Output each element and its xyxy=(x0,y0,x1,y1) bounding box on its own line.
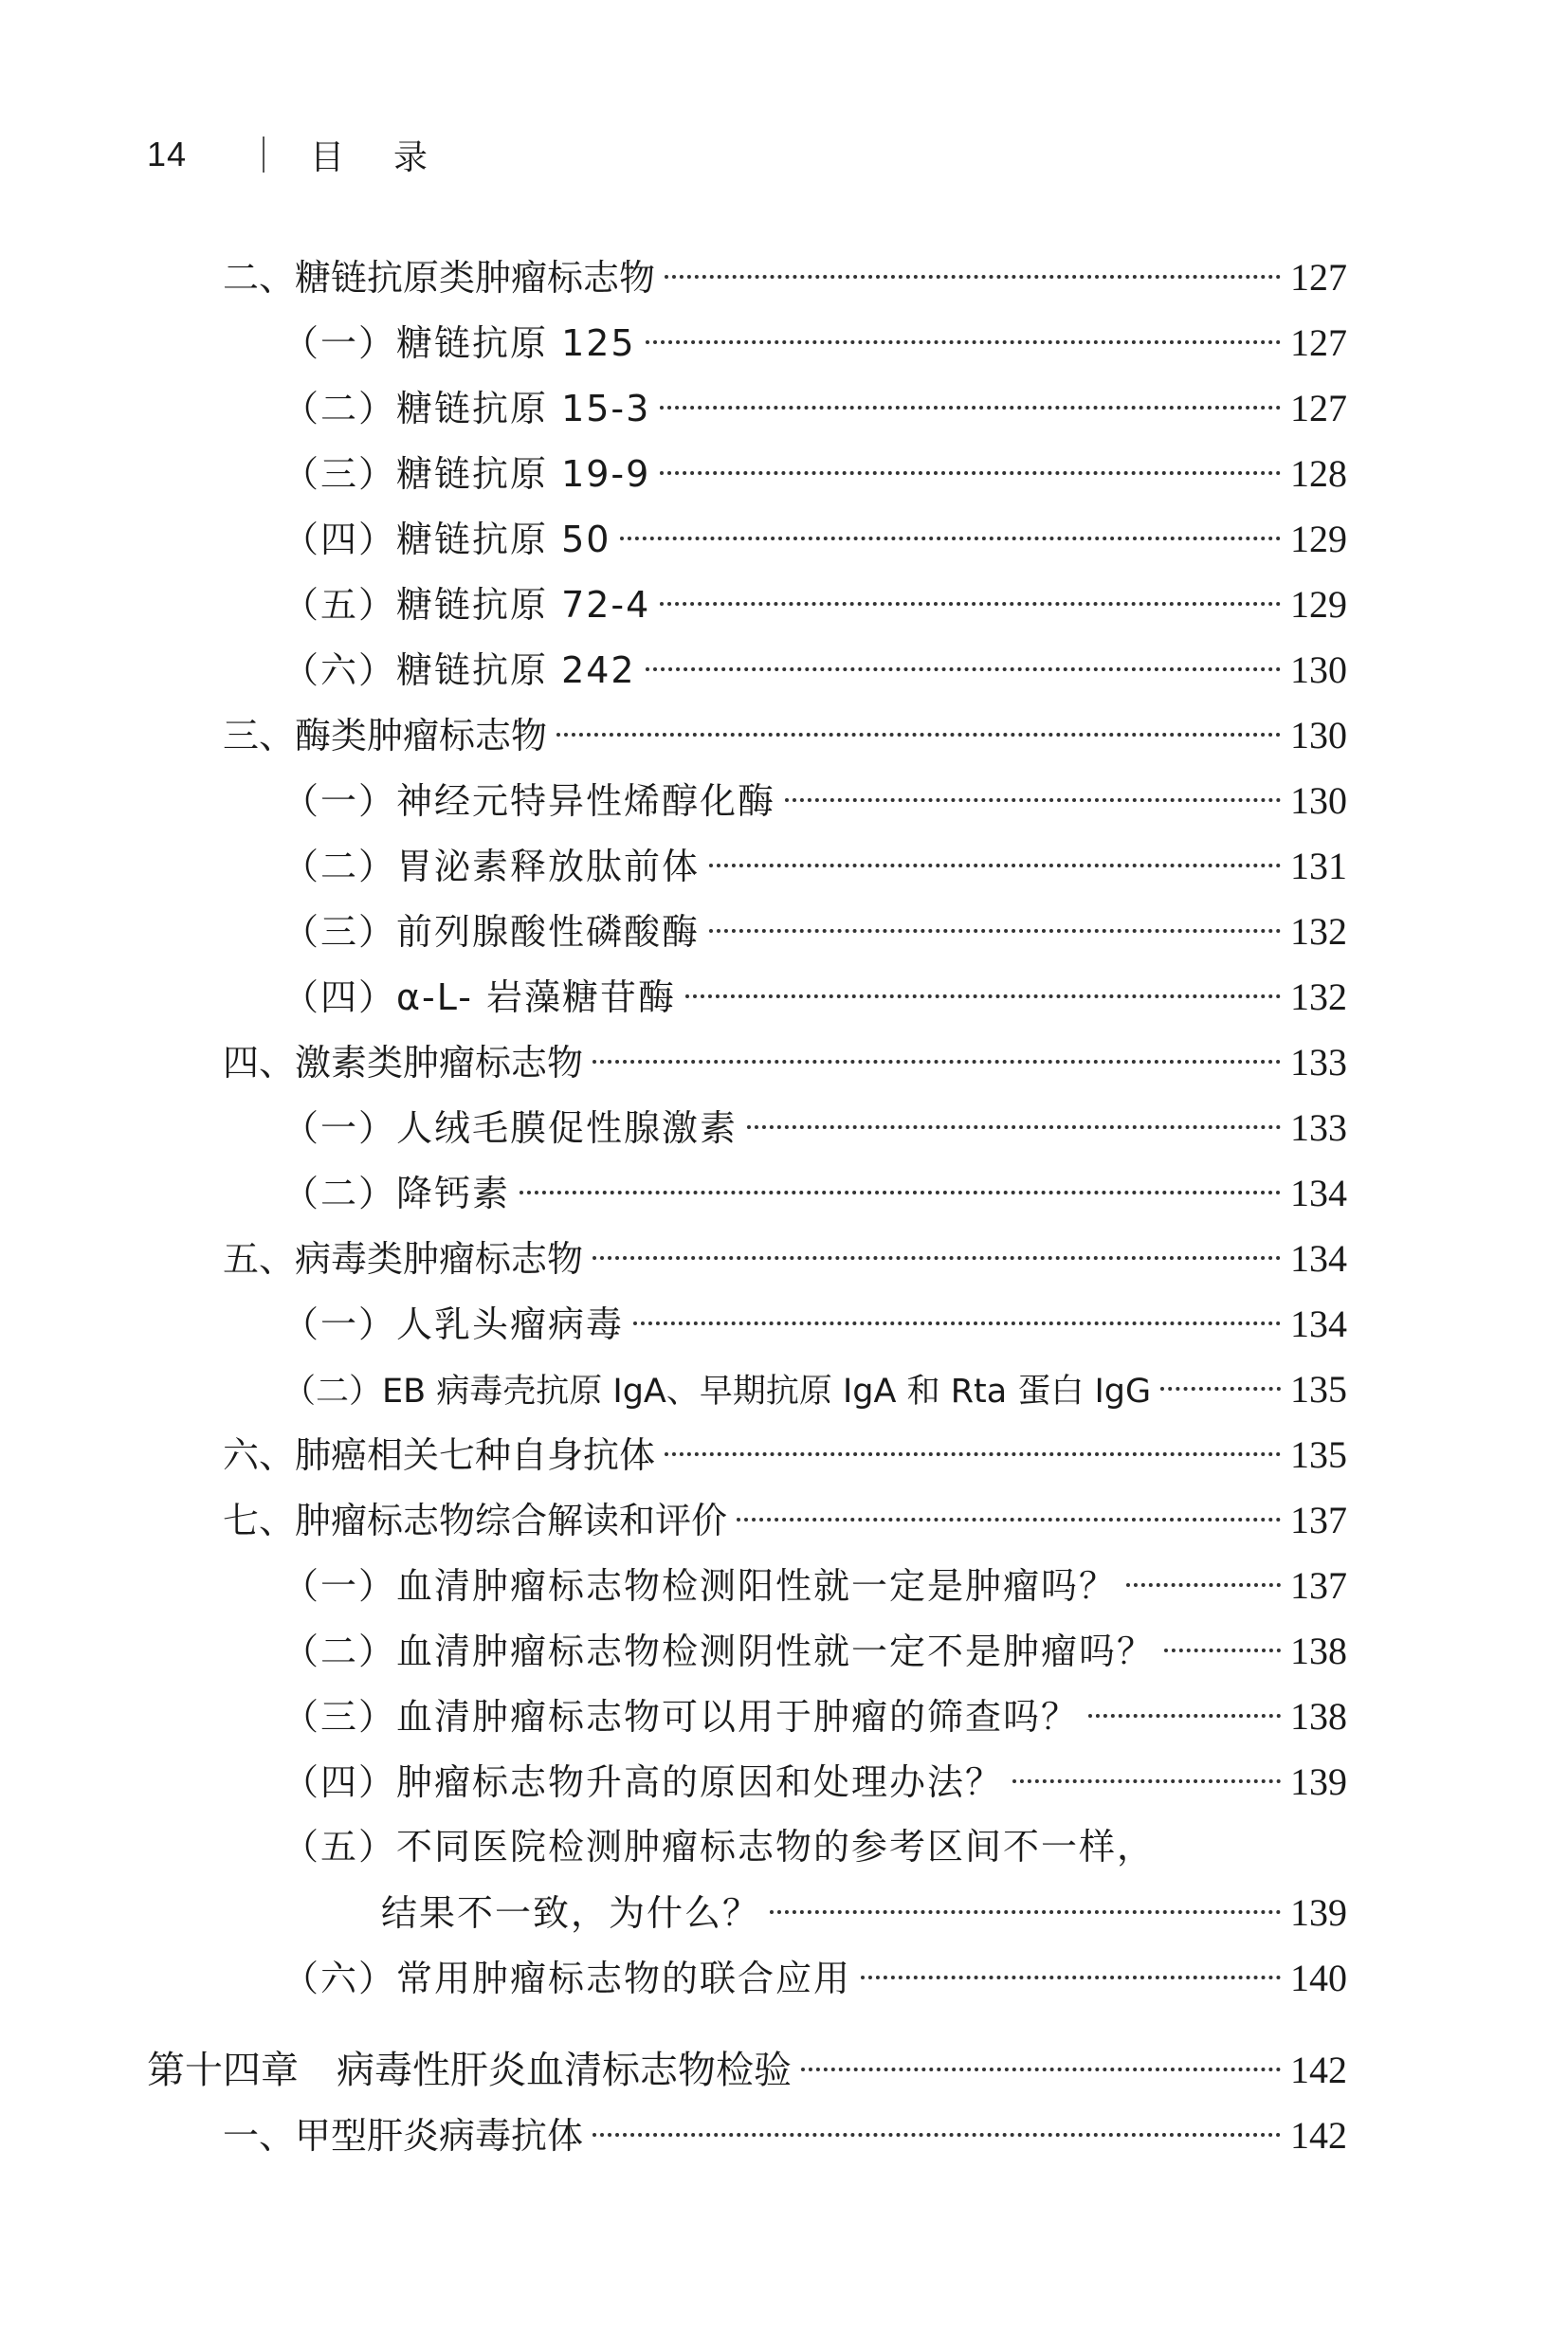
dot-leader xyxy=(747,1125,1281,1129)
toc-entry-title: （四）肿瘤标志物升高的原因和处理办法？ xyxy=(283,1761,1004,1803)
dot-leader xyxy=(593,1256,1281,1260)
header-divider xyxy=(263,137,264,173)
toc-subsection[interactable] xyxy=(0,310,1347,375)
toc-entry-title: 二、糖链抗原类肿瘤标志物 xyxy=(223,257,656,299)
toc-entry-title: 七、肿瘤标志物综合解读和评价 xyxy=(223,1500,728,1541)
toc-subsection[interactable] xyxy=(0,1095,1347,1160)
toc-subsection[interactable] xyxy=(0,1684,1347,1749)
toc-page-number: 134 xyxy=(1290,1172,1347,1214)
dot-leader xyxy=(665,1452,1281,1456)
toc-section[interactable] xyxy=(0,702,1347,768)
toc-subsection[interactable] xyxy=(0,1357,1347,1422)
toc-page-number: 142 xyxy=(1290,2049,1347,2091)
toc-subsection[interactable] xyxy=(0,441,1347,506)
dot-leader xyxy=(593,2133,1281,2137)
toc-entry-title: （二）EB 病毒壳抗原 IgA、早期抗原 IgA 和 Rta 蛋白 IgG xyxy=(283,1373,1152,1411)
dot-leader xyxy=(737,1518,1281,1522)
toc-page-number: 129 xyxy=(1290,518,1347,560)
page-number: 14 xyxy=(147,135,188,173)
toc-entry-title: 四、激素类肿瘤标志物 xyxy=(223,1042,584,1084)
toc-page-number: 135 xyxy=(1290,1368,1347,1411)
dot-leader xyxy=(633,1321,1281,1325)
toc-section[interactable] xyxy=(0,1226,1347,1291)
toc-entry-title: 三、酶类肿瘤标志物 xyxy=(223,715,548,756)
toc-page-number: 138 xyxy=(1290,1695,1347,1738)
toc-entry-title: （六）常用肿瘤标志物的联合应用 xyxy=(283,1958,852,1999)
toc-page-number: 130 xyxy=(1290,779,1347,822)
toc-subsection[interactable] xyxy=(0,768,1347,833)
toc-subsection[interactable] xyxy=(0,1291,1347,1357)
toc-entry-title: （四）α-L- 岩藻糖苷酶 xyxy=(283,976,677,1018)
toc-page-number: 139 xyxy=(1290,1760,1347,1803)
toc-page-number: 133 xyxy=(1290,1106,1347,1149)
toc-subsection[interactable] xyxy=(0,572,1347,637)
dot-leader xyxy=(1012,1779,1281,1783)
dot-leader xyxy=(593,1060,1281,1064)
toc-entry-title: 五、病毒类肿瘤标志物 xyxy=(223,1238,584,1280)
toc-page-number: 132 xyxy=(1290,910,1347,953)
toc-page-number: 137 xyxy=(1290,1499,1347,1541)
toc-page-number: 138 xyxy=(1290,1630,1347,1672)
dot-leader xyxy=(801,2068,1281,2071)
toc-subsection[interactable] xyxy=(0,506,1347,572)
toc-page-number: 127 xyxy=(1290,256,1347,299)
toc-section[interactable] xyxy=(0,245,1347,310)
toc-section[interactable] xyxy=(0,1487,1347,1553)
toc-entry-title: （一）血清肿瘤标志物检测阳性就一定是肿瘤吗？ xyxy=(283,1565,1118,1607)
toc-entry-title: （一）神经元特异性烯醇化酶 xyxy=(283,780,776,822)
toc-entry-title: （一）糖链抗原 125 xyxy=(283,322,636,364)
toc-subsection[interactable] xyxy=(0,1814,1347,1880)
toc-entry-title: （四）糖链抗原 50 xyxy=(283,519,611,560)
toc-page-number: 135 xyxy=(1290,1433,1347,1476)
toc-page-number: 129 xyxy=(1290,583,1347,626)
toc-page-number: 130 xyxy=(1290,714,1347,756)
toc-page-number: 127 xyxy=(1290,321,1347,364)
toc-page-number: 137 xyxy=(1290,1564,1347,1607)
toc-section[interactable] xyxy=(0,1422,1347,1487)
dot-leader xyxy=(660,602,1281,606)
toc-page-number: 130 xyxy=(1290,648,1347,691)
dot-leader xyxy=(660,406,1281,410)
toc-subsection[interactable] xyxy=(0,833,1347,899)
toc-entry-title: （一）人乳头瘤病毒 xyxy=(283,1303,625,1345)
toc-page-number: 134 xyxy=(1290,1303,1347,1345)
dot-leader xyxy=(556,733,1281,737)
toc-chapter-title: 第十四章 病毒性肝炎血清标志物检验 xyxy=(147,2049,792,2092)
toc-page-number: 128 xyxy=(1290,452,1347,495)
toc-entry-title: （五）不同医院检测肿瘤标志物的参考区间不一样， xyxy=(283,1826,1156,1868)
dot-leader xyxy=(709,929,1281,933)
toc-entry-title: 六、肺癌相关七种自身抗体 xyxy=(223,1434,656,1476)
toc-page-number: 132 xyxy=(1290,975,1347,1018)
toc-subsection[interactable] xyxy=(0,1749,1347,1814)
toc-page-number: 134 xyxy=(1290,1237,1347,1280)
toc-subsection[interactable] xyxy=(0,637,1347,702)
dot-leader xyxy=(1160,1387,1281,1391)
dot-leader xyxy=(1088,1714,1281,1718)
toc-section[interactable] xyxy=(0,1030,1347,1095)
toc-entry-title: （二）降钙素 xyxy=(283,1173,511,1214)
dot-leader xyxy=(620,537,1281,540)
toc-entry-title: （六）糖链抗原 242 xyxy=(283,649,636,691)
dot-leader xyxy=(861,1976,1281,1979)
toc-page-number: 133 xyxy=(1290,1041,1347,1084)
toc-subsection[interactable] xyxy=(0,1553,1347,1618)
toc-subsection[interactable] xyxy=(0,1945,1347,2011)
toc-subsection[interactable] xyxy=(0,1618,1347,1684)
dot-leader xyxy=(770,1910,1281,1914)
toc-subsection[interactable] xyxy=(0,964,1347,1030)
toc-page-number: 140 xyxy=(1290,1957,1347,1999)
toc-entry-title: （三）血清肿瘤标志物可以用于肿瘤的筛查吗？ xyxy=(283,1696,1080,1738)
running-header xyxy=(147,131,477,178)
toc-entry-title: 结果不一致，为什么？ xyxy=(381,1892,761,1934)
toc-entry-title: （二）血清肿瘤标志物检测阴性就一定不是肿瘤吗？ xyxy=(283,1631,1156,1672)
toc-entry-title: 一、甲型肝炎病毒抗体 xyxy=(223,2115,584,2157)
dot-leader xyxy=(665,275,1281,279)
toc-entry-title: （一）人绒毛膜促性腺激素 xyxy=(283,1107,738,1149)
toc-section[interactable] xyxy=(0,2103,1347,2168)
toc-page-number: 139 xyxy=(1290,1891,1347,1934)
toc-entry-title: （五）糖链抗原 72-4 xyxy=(283,584,651,626)
toc-page-number: 142 xyxy=(1290,2114,1347,2157)
toc-entry-title: （二）糖链抗原 15-3 xyxy=(283,388,651,429)
toc-entry-title: （三）糖链抗原 19-9 xyxy=(283,453,651,495)
toc-page-number: 127 xyxy=(1290,387,1347,429)
toc-chapter[interactable] xyxy=(0,2037,1347,2103)
toc-page-number: 131 xyxy=(1290,845,1347,887)
dot-leader xyxy=(785,798,1281,802)
toc-subsection[interactable] xyxy=(0,1160,1347,1226)
dot-leader xyxy=(646,667,1281,671)
dot-leader xyxy=(646,340,1281,344)
toc-entry-title: （三）前列腺酸性磷酸酶 xyxy=(283,911,701,953)
toc-subsection[interactable] xyxy=(0,899,1347,964)
table-of-contents xyxy=(0,245,1568,2168)
toc-entry-title: （二）胃泌素释放肽前体 xyxy=(283,846,701,887)
dot-leader xyxy=(685,994,1281,998)
toc-subsection[interactable] xyxy=(0,375,1347,441)
dot-leader xyxy=(1164,1649,1281,1652)
dot-leader xyxy=(1126,1583,1281,1587)
dot-leader xyxy=(520,1191,1281,1194)
dot-leader xyxy=(660,471,1281,475)
header-title: 目录 xyxy=(310,137,478,177)
dot-leader xyxy=(709,864,1281,867)
toc-subsection-continuation[interactable] xyxy=(0,1880,1347,1945)
